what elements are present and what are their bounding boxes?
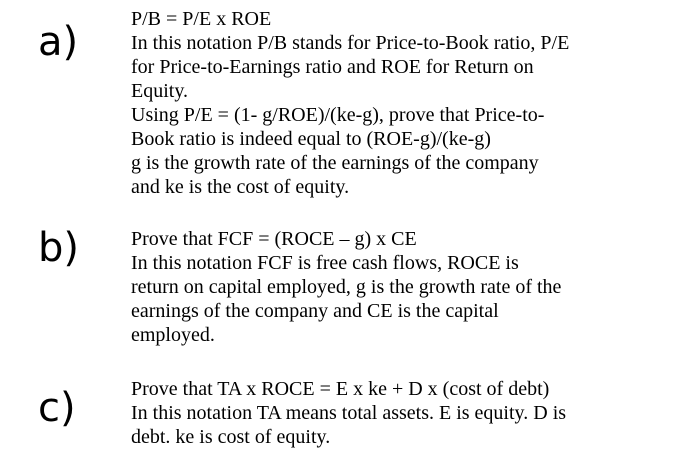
problem-a-marker: a) <box>38 19 79 65</box>
problem-c-marker: c) <box>38 385 76 431</box>
problem-b-line-5: employed. <box>131 324 215 346</box>
problem-c-line-1: Prove that TA x ROCE = E x ke + D x (cost of debt) <box>131 378 550 400</box>
problem-a-line-8: and ke is the cost of equity. <box>131 176 350 198</box>
problem-b-line-1: Prove that FCF = (ROCE – g) x CE <box>131 228 417 250</box>
problem-a-text <box>131 7 686 199</box>
problem-b-line-4: earnings of the company and CE is the capital <box>131 300 499 322</box>
problem-c-line-3: debt. ke is cost of equity. <box>131 426 331 448</box>
problem-a-line-3: for Price-to-Earnings ratio and ROE for Return on <box>131 56 534 78</box>
problem-c-text <box>131 377 686 449</box>
problem-a-line-6: Book ratio is indeed equal to (ROE-g)/(ke-g) <box>131 128 491 150</box>
problem-a-line-1: P/B = P/E x ROE <box>131 8 272 30</box>
problem-a-line-2: In this notation P/B stands for Price-to-Book ratio, P/E <box>131 32 570 54</box>
problem-b-line-2: In this notation FCF is free cash flows, ROCE is <box>131 252 519 274</box>
problem-a-line-5: Using P/E = (1- g/ROE)/(ke-g), prove that Price-to- <box>131 104 545 126</box>
problem-b-marker: b) <box>38 225 79 271</box>
problem-a-line-4: Equity. <box>131 80 189 102</box>
problem-a-line-7: g is the growth rate of the earnings of the company <box>131 152 539 174</box>
problem-b-line-3: return on capital employed, g is the growth rate of the <box>131 276 562 298</box>
problem-b-text <box>131 227 686 347</box>
problem-c-line-2: In this notation TA means total assets. E is equity. D is <box>131 402 567 424</box>
